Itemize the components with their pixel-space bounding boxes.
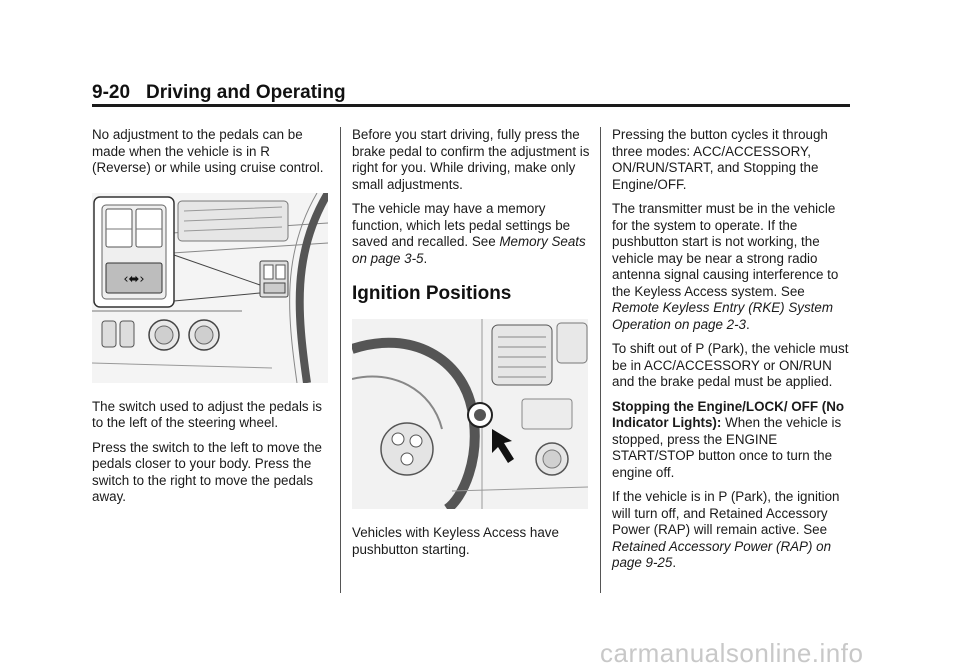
column-divider-2 [600, 127, 601, 593]
column-3 [612, 127, 854, 580]
page-number: 9-20 [92, 82, 131, 103]
run-in-heading: Stopping the Engine/LOCK/ OFF (No Indicator Lights): [612, 398, 845, 430]
watermark: carmanualsonline.info [600, 638, 864, 668]
pedal-switch-figure [92, 193, 328, 383]
column-1 [92, 127, 328, 514]
paragraph [612, 201, 854, 333]
column-divider-1 [340, 127, 341, 593]
paragraph-text: When the vehicle is stopped, press the ENGINE START/STOP button once to turn the engine off. [612, 415, 842, 480]
cross-reference: Memory Seats on page 3-5 [352, 234, 586, 266]
cross-reference: Retained Accessory Power (RAP) on page 9-25 [612, 538, 832, 570]
paragraph-end: . [672, 555, 677, 570]
page-header [92, 82, 850, 104]
paragraph: Press the switch to the left to move the pedals closer to your body. Press the switch to the right to move the pedals away. [92, 439, 322, 504]
cross-reference: Remote Keyless Entry (RKE) System Operation on page 2-3 [612, 300, 834, 332]
ignition-figure [352, 319, 592, 509]
paragraph-text: The transmitter must be in the vehicle for the system to operate. If the pushbutton start is not working, the vehicle may be near a strong radio antenna signal causing interference to the Keyless Access system. See [612, 201, 839, 299]
paragraph [352, 201, 592, 267]
column-2 [352, 127, 592, 566]
section-title: Driving and Operating [146, 82, 346, 103]
svg-text:‹⬌›: ‹⬌› [123, 271, 145, 287]
paragraph-end: . [423, 250, 428, 266]
section-heading: Ignition Positions [352, 283, 512, 304]
paragraph-end: . [746, 316, 750, 332]
paragraph [612, 489, 854, 572]
paragraph: Before you start driving, fully press the brake pedal to confirm the adjustment is right for you. While driving, make only small adjustments. [352, 127, 590, 192]
paragraph: The switch used to adjust the pedals is to the left of the steering wheel. [92, 398, 323, 430]
paragraph: No adjustment to the pedals can be made when the vehicle is in R (Reverse) or while using cruise control. [92, 127, 324, 175]
paragraph: To shift out of P (Park), the vehicle must be in ACC/ACCESSORY or ON/RUN and the brake pedal must be applied. [612, 341, 849, 389]
paragraph-text: If the vehicle is in P (Park), the ignition will turn off, and Retained Accessory Power (RAP) will remain active. See [612, 489, 840, 537]
figure-caption: Vehicles with Keyless Access have pushbutton starting. [352, 525, 559, 557]
paragraph: Pressing the button cycles it through three modes: ACC/ACCESSORY, ON/RUN/START, and Stopping the Engine/OFF. [612, 127, 828, 192]
paragraph-text: The vehicle may have a memory function, which lets pedal settings be saved and recalled. See [352, 201, 571, 249]
ignition-illustration [352, 319, 588, 509]
header-rule [92, 104, 850, 107]
pedal-switch-illustration [92, 193, 328, 383]
paragraph [612, 399, 854, 482]
